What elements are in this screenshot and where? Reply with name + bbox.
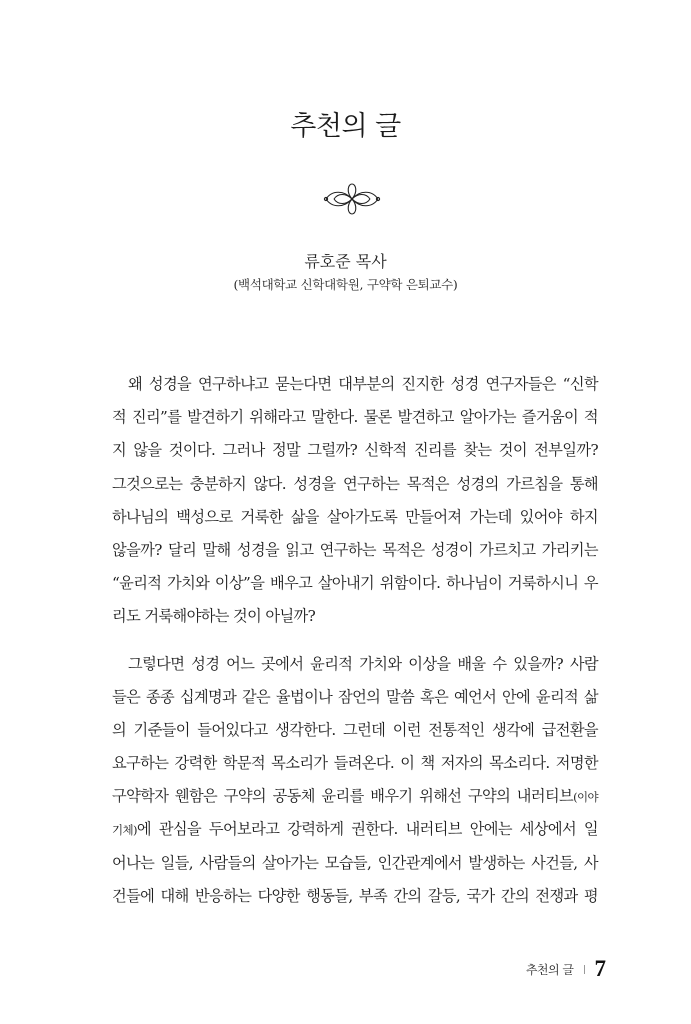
- text-line: 하나님의 백성으로 거룩한 삶을 살아가도록 만들어져 가는데 있어야 하지: [112, 507, 598, 526]
- page-number: 7: [594, 956, 606, 981]
- text-line: 왜 성경을 연구하냐고 묻는다면 대부분의 진지한 성경 연구자들은 “신학: [128, 375, 598, 393]
- author-affiliation: (백석대학교 신학대학원, 구약학 은퇴교수): [233, 277, 458, 292]
- paragraph-1: [112, 368, 598, 634]
- text-line: 그렇다면 성경 어느 곳에서 윤리적 가치와 이상을 배울 수 있을까? 사람: [128, 654, 598, 673]
- paragraph-gap: [112, 634, 598, 648]
- text-line-main: 에 관심을 두어보라고 강력하게 권한다. 내러티브 안에는 세상에서 일: [136, 820, 598, 839]
- text-line-main: 구약학자 웬함은 구약의 공동체 윤리를 배우기 위해선 구약의 내러티브: [112, 787, 574, 806]
- text-line: 적 진리”를 발견하기 위해라고 말한다. 물론 발견하고 알아가는 즐거움이 적: [112, 408, 598, 427]
- parenthetical-small: (이야: [573, 790, 598, 805]
- text-line: 그것으로는 충분하지 않다. 성경을 연구하는 목적은 성경의 가르침을 통해: [112, 474, 598, 493]
- text-line: 요구하는 강력한 학문적 목소리가 들려온다. 이 책 저자의 목소리다. 저명한: [112, 754, 598, 773]
- parenthetical-small: 기체): [112, 823, 137, 838]
- text-line: 않을까? 달리 말해 성경을 읽고 연구하는 목적은 성경이 가르치고 가리키는: [112, 540, 598, 559]
- running-head: 추천의 글: [525, 962, 574, 977]
- author-name: 류호준 목사: [304, 252, 387, 271]
- text-line: 리도 거룩해야하는 것이 아닐까?: [112, 607, 316, 626]
- text-line: 지 않을 것이다. 그러나 정말 그럴까? 신학적 진리를 찾는 것이 전부일까?: [112, 441, 598, 460]
- page-title: 추천의 글: [290, 111, 401, 143]
- text-line: 건들에 대해 반응하는 다양한 행동들, 부족 간의 갈등, 국가 간의 전쟁과 평: [112, 886, 598, 905]
- text-line: [112, 813, 598, 846]
- text-line: 의 기준들이 들어있다고 생각한다. 그런데 이런 전통적인 생각에 급전환을: [112, 720, 598, 739]
- text-line: [112, 780, 598, 813]
- text-line: 들은 종종 십계명과 같은 율법이나 잠언의 말씀 혹은 예언서 안에 윤리적 삶: [112, 687, 598, 706]
- flourish-ornament-icon: [322, 182, 382, 216]
- text-line: 어나는 일들, 사람들의 살아가는 모습들, 인간관계에서 발생하는 사건들, 사: [112, 853, 598, 872]
- paragraph-2: [112, 648, 598, 914]
- footer-divider: [584, 965, 585, 974]
- text-line: “윤리적 가치와 이상”을 배우고 살아내기 위함이다. 하나님이 거룩하시니 우: [112, 574, 598, 593]
- page-footer: [526, 956, 606, 982]
- body-text: [112, 368, 598, 913]
